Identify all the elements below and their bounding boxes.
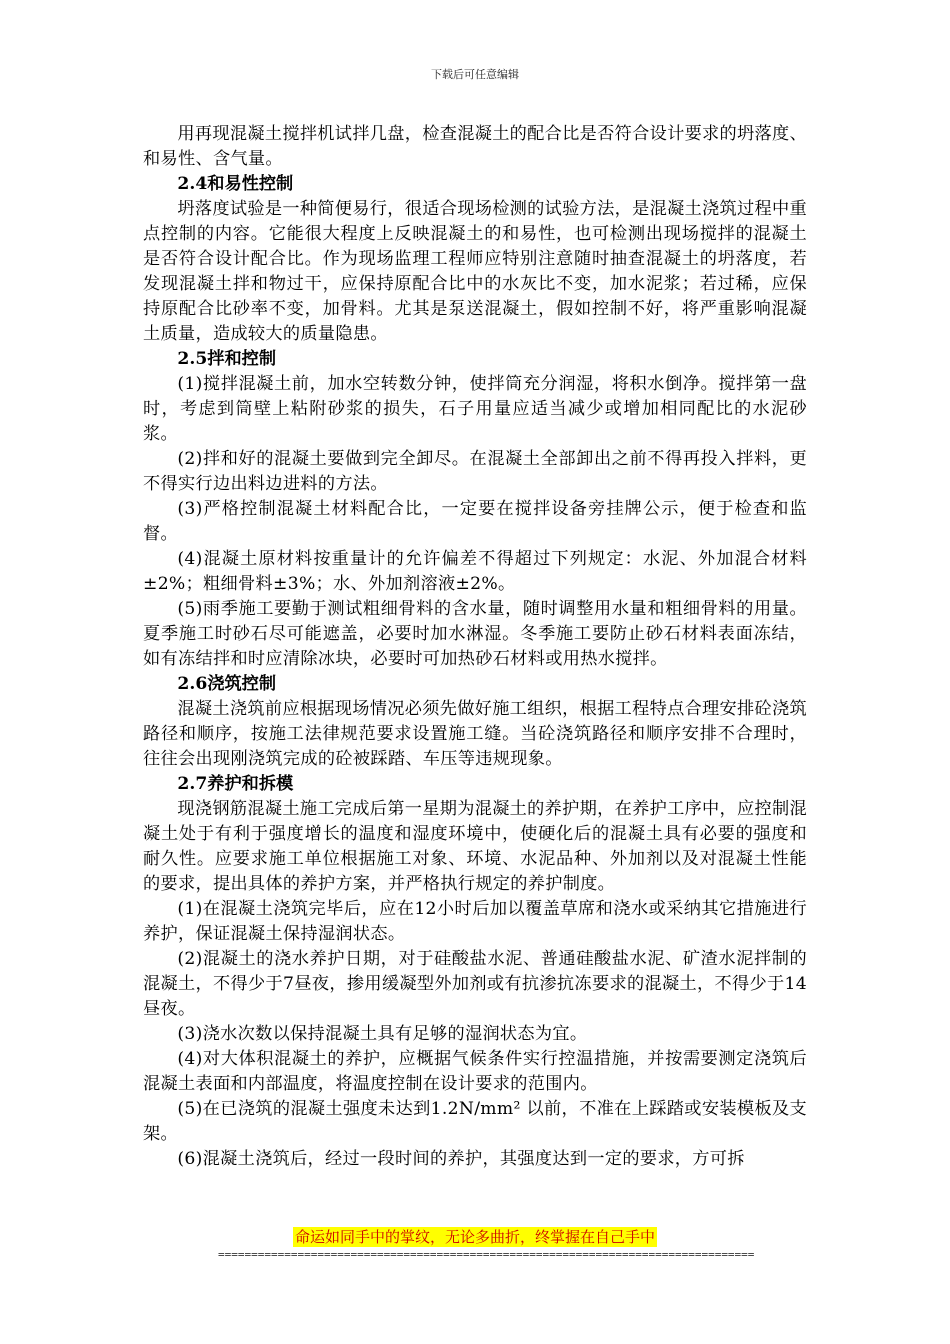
- paragraph: 混凝土浇筑前应根据现场情况必须先做好施工组织，根据工程特点合理安排砼浇筑路径和顺序，按施工法律规范要求设置施工缝。当砼浇筑路径和顺序安排不合理时，往往会出现刚浇筑完成的砼被踩踏、车压等违规现象。: [143, 699, 807, 769]
- page-header: 下载后可任意编辑: [431, 68, 519, 81]
- paragraph: 用再现混凝土搅拌机试拌几盘，检查混凝土的配合比是否符合设计要求的坍落度、和易性、含气量。: [143, 124, 807, 169]
- paragraph: (5)在已浇筑的混凝土强度未达到1.2N/mm² 以前，不准在上踩踏或安装模板及支架。: [143, 1099, 807, 1144]
- paragraph: 现浇钢筋混凝土施工完成后第一星期为混凝土的养护期，在养护工序中，应控制混凝土处于有利于强度增长的温度和湿度环境中，使硬化后的混凝土具有必要的强度和耐久性。应要求施工单位根据施工对象、环境、水泥品种、外加剂以及对混凝土性能的要求，提出具体的养护方案，并严格执行规定的养护制度。: [143, 799, 807, 894]
- footer-rule: =================================================================================: [218, 1249, 755, 1261]
- page-footer: [0, 1227, 950, 1247]
- section-heading: 2.5拌和控制: [177, 349, 277, 369]
- paragraph: (5)雨季施工要勤于测试粗细骨料的含水量，随时调整用水量和粗细骨料的用量。夏季施工时砂石尽可能遮盖，必要时加水淋湿。冬季施工要防止砂石材料表面冻结，如有冻结拌和时应清除冰块，必要时可加热砂石材料或用热水搅拌。: [143, 599, 807, 669]
- section-heading: 2.6浇筑控制: [177, 674, 277, 694]
- paragraph: (1)在混凝土浇筑完毕后，应在12小时后加以覆盖草席和浇水或采纳其它措施进行养护，保证混凝土保持湿润状态。: [143, 899, 807, 944]
- paragraph: (6)混凝土浇筑后，经过一段时间的养护，其强度达到一定的要求，方可拆: [177, 1149, 745, 1169]
- paragraph: (4)对大体积混凝土的养护，应概据气候条件实行控温措施，并按需要测定浇筑后混凝土表面和内部温度，将温度控制在设计要求的范围内。: [143, 1049, 807, 1094]
- document-body: [143, 122, 807, 1172]
- paragraph: 坍落度试验是一种简便易行，很适合现场检测的试验方法，是混凝土浇筑过程中重点控制的内容。它能很大程度上反映混凝土的和易性，也可检测出现场搅拌的混凝土是否符合设计配合比。作为现场监理工程师应特别注意随时抽查混凝土的坍落度，若发现混凝土拌和物过干，应保持原配合比中的水灰比不变，加水泥浆；若过稀，应保持原配合比砂率不变，加骨料。尤其是泵送混凝土，假如控制不好，将严重影响混凝土质量，造成较大的质量隐患。: [143, 199, 807, 344]
- paragraph: (4)混凝土原材料按重量计的允许偏差不得超过下列规定：水泥、外加混合材料±2%；粗细骨料±3%；水、外加剂溶液±2%。: [143, 549, 807, 594]
- paragraph: (2)拌和好的混凝土要做到完全卸尽。在混凝土全部卸出之前不得再投入拌料，更不得实行边出料边进料的方法。: [143, 449, 807, 494]
- paragraph: (3)严格控制混凝土材料配合比，一定要在搅拌设备旁挂牌公示，便于检查和监督。: [143, 499, 807, 544]
- section-heading: 2.7养护和拆模: [177, 774, 294, 794]
- footer-motto: 命运如同手中的掌纹，无论多曲折，终掌握在自己手中: [294, 1228, 655, 1246]
- paragraph: (3)浇水次数以保持混凝土具有足够的湿润状态为宜。: [177, 1024, 588, 1044]
- section-heading: 2.4和易性控制: [177, 174, 294, 194]
- paragraph: (1)搅拌混凝土前，加水空转数分钟，使拌筒充分润湿，将积水倒净。搅拌第一盘时，考虑到筒壁上粘附砂浆的损失，石子用量应适当减少或增加相同配比的水泥砂浆。: [143, 374, 807, 444]
- paragraph: (2)混凝土的浇水养护日期，对于硅酸盐水泥、普通硅酸盐水泥、矿渣水泥拌制的混凝土，不得少于7昼夜，掺用缓凝型外加剂或有抗渗抗冻要求的混凝土，不得少于14昼夜。: [143, 949, 807, 1019]
